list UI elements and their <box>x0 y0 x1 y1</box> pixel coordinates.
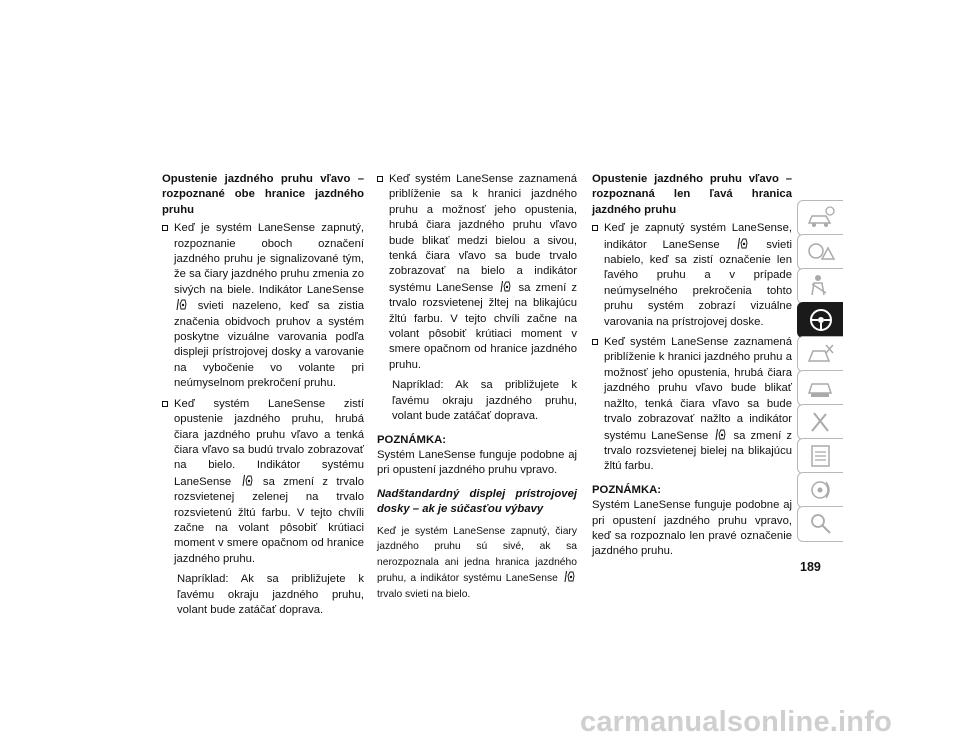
bullet-item <box>162 221 364 391</box>
tab-safety[interactable] <box>797 268 843 304</box>
bullet-box-icon <box>162 225 168 231</box>
tab-car-info[interactable] <box>797 200 843 236</box>
seatbelt-icon <box>806 273 836 299</box>
page-number: 189 <box>800 560 821 574</box>
lanesense-icon <box>500 280 511 293</box>
checklist-icon <box>806 443 836 469</box>
section-heading: Opustenie jazdného pruhu vľavo – rozpoznaná len ľavá hranica jazdného pruhu <box>592 173 792 216</box>
body-text-part: Keď je systém LaneSense zapnutý, čiary jazdného pruhu sú sivé, ak sa nerozpoznala ani jedna hranica jazdného pruhu, a indikátor systému LaneSense <box>377 525 577 585</box>
note-text: Systém LaneSense funguje podobne aj pri opustení jazdného pruhu vpravo. <box>377 448 577 477</box>
bullet-box-icon <box>377 176 383 182</box>
bullet-text: Keď je systém LaneSense zapnutý, rozpoznanie oboch označení jazdného pruhu je signalizované tým, že sa čiary jazdného pruhu zmenia zo sivých na biele. Indikátor LaneSense <box>174 222 364 296</box>
section-heading: Opustenie jazdného pruhu vľavo – rozpoznané obe hranice jazdného pruhu <box>162 173 364 216</box>
tab-maintenance[interactable] <box>797 404 843 440</box>
tools-icon <box>806 409 836 435</box>
bullet-text: Keď systém LaneSense zistí opustenie jazdného pruhu, hrubá čiara jazdného pruhu vľavo a tenká čiara vľavo sa budú trvalo zobrazovať na bielo. Indikátor systému LaneSense <box>174 397 364 488</box>
lanesense-icon <box>737 237 748 250</box>
steering-wheel-icon <box>806 307 836 333</box>
car-start-icon <box>806 375 836 401</box>
body-text-part: trvalo svieti na bielo. <box>377 588 471 600</box>
tab-multimedia[interactable] <box>797 472 843 508</box>
bullet-text: sa zmení z trvalo rozsvietenej zelenej na trvalo rozsvietenú žltú farbu. V tejto chvíli začne na volant pôsobiť krútiaci moment v smere opačnom od hranice jazdného pruhu. <box>174 475 364 565</box>
bullet-text: sa zmení z trvalo rozsvietenej žltej na blikajúcu žltú farbu. V tejto chvíli začne na volant pôsobiť krútiaci moment v smere opačnom od hranice jazdného pruhu. <box>389 281 578 371</box>
lanesense-icon <box>176 298 187 311</box>
column-1 <box>162 172 364 626</box>
search-index-icon <box>806 511 836 537</box>
bullet-item <box>592 335 792 475</box>
tab-car-start[interactable] <box>797 370 843 406</box>
note-text: Systém LaneSense funguje podobne aj pri opustení jazdného pruhu vpravo, keď sa rozpoznalo len pravé označenie jazdného pruhu. <box>592 499 792 558</box>
bullet-box-icon <box>162 401 168 407</box>
multimedia-icon <box>806 477 836 503</box>
lanesense-icon <box>564 570 575 583</box>
bullet-item <box>377 172 577 373</box>
tab-warning-lights[interactable] <box>797 234 843 270</box>
bullet-text: svieti nazeleno, keď sa zistia značenia obidvoch pruhov a systém poskytne vizuálne varovania podľa displeji prístrojovej dosky a varovanie na vybočenie vo volante pri neúmyselnom prekročení pruhu. <box>174 300 364 390</box>
warning-lights-icon <box>806 239 836 265</box>
bullet-text: svieti nabielo, keď sa zistí označenie len ľavého pruhu a v prípade neúmyselného prekročenia tohto pruhu systém zobrazí vizuálne varovania na prístrojovej doske. <box>604 238 792 328</box>
safety-crash-icon <box>806 341 836 367</box>
example-text: Napríklad: Ak sa približujete k ľavému okraju jazdného pruhu, volant bude zatáčať doprava. <box>177 573 364 616</box>
bullet-text: sa zmení z trvalo rozsvietenej bielej na blikajúcu žltú farbu. <box>604 429 793 473</box>
tab-starting-driving[interactable] <box>797 302 843 338</box>
bullet-text: Keď je zapnutý systém LaneSense, indikátor LaneSense <box>604 222 792 251</box>
bullet-text: Keď systém LaneSense zaznamená priblíženie k hranici jazdného pruhu a možnosť jeho opustenia, hrubá čiara jazdného pruhu vľavo bude blikať nažlto, tenká čiara vľavo sa bude trvalo zobrazovať nažlto a indikátor systému LaneSense <box>604 336 792 442</box>
example-text: Napríklad: Ak sa približujete k ľavému okraju jazdného pruhu, volant bude zatáčať doprava. <box>392 379 577 423</box>
bullet-box-icon <box>592 339 598 345</box>
car-info-icon <box>806 205 836 231</box>
column-3 <box>592 172 792 568</box>
column-2 <box>377 172 577 603</box>
chapter-tabs <box>793 200 843 540</box>
bullet-text: Keď systém LaneSense zaznamená priblíženie sa k hranici jazdného pruhu a možnosť jeho opustenia, hrubá čiara jazdného pruhu vľavo bude blikať medzi bielou a sivou, tenká čiara vľavo sa bude trvalo zobrazovať na bielo a indikátor systému LaneSense <box>389 173 577 294</box>
bullet-item <box>162 397 364 567</box>
watermark: carmanualsonline.info <box>580 706 892 738</box>
body-text <box>377 524 577 603</box>
tab-index[interactable] <box>797 506 843 542</box>
tab-emergency[interactable] <box>797 336 843 372</box>
bullet-box-icon <box>592 225 598 231</box>
lanesense-icon <box>715 428 726 441</box>
note-title: POZNÁMKA: <box>377 433 447 446</box>
sub-heading: Nadštandardný displej prístrojovej dosky – ak je súčasťou výbavy <box>377 487 577 516</box>
note-title: POZNÁMKA: <box>592 483 662 496</box>
bullet-item <box>592 221 792 330</box>
tab-specifications[interactable] <box>797 438 843 474</box>
lanesense-icon <box>242 474 253 487</box>
